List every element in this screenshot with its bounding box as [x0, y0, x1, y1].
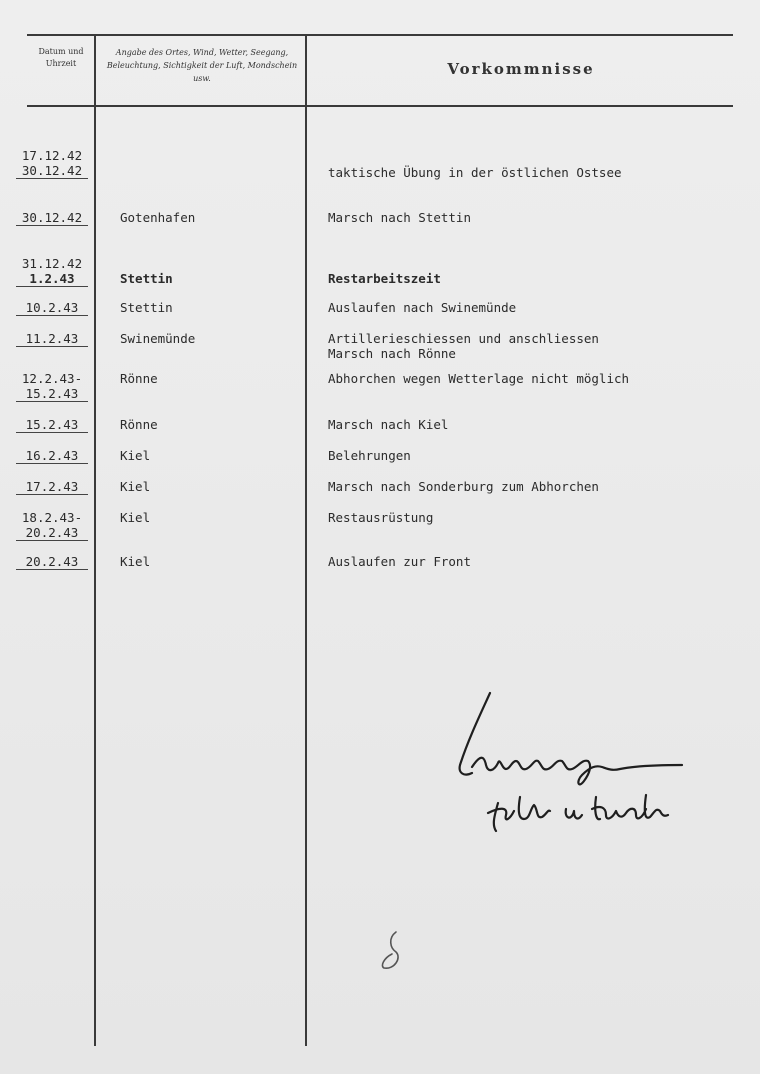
row-place: Rönne [120, 417, 158, 432]
row-place: Kiel [120, 448, 151, 463]
row-place: Kiel [120, 554, 151, 569]
row-event: Auslaufen zur Front [328, 554, 471, 569]
row-place: Kiel [120, 510, 151, 525]
pencil-mark [372, 928, 412, 976]
row-event: Restarbeitszeit [328, 271, 441, 286]
row-date: 17.2.43 [16, 479, 88, 495]
row-date: 16.2.43 [16, 448, 88, 464]
row-event: Restausrüstung [328, 510, 434, 525]
row-event: Belehrungen [328, 448, 411, 463]
row-date: 12.2.43- 15.2.43 [16, 371, 88, 402]
row-place: Gotenhafen [120, 210, 196, 225]
row-date: 11.2.43 [16, 331, 88, 347]
column-divider-1 [94, 34, 96, 1046]
row-place: Stettin [120, 300, 173, 315]
header-date-time: Datum und Uhrzeit [38, 47, 84, 68]
row-event: Artillerieschiessen und anschliessen Marsch nach Rönne [328, 331, 599, 361]
row-date: 20.2.43 [16, 554, 88, 570]
row-event: Auslaufen nach Swinemünde [328, 300, 517, 315]
row-date: 30.12.42 [16, 210, 88, 226]
header-location-weather: Angabe des Ortes, Wind, Wetter, Seegang, Beleuchtung, Sichtigkeit der Luft, Mondschein usw. [106, 48, 298, 83]
row-event: Abhorchen wegen Wetterlage nicht möglich [328, 371, 630, 386]
row-place: Rönne [120, 371, 158, 386]
row-date: 17.12.42 30.12.42 [16, 148, 88, 179]
handwritten-signature [450, 685, 700, 855]
row-place: Kiel [120, 479, 151, 494]
header-events: Vorkommnisse [447, 60, 595, 78]
top-border [27, 34, 733, 36]
row-event: taktische Übung in der östlichen Ostsee [328, 165, 622, 180]
row-place: Swinemünde [120, 331, 196, 346]
row-date: 31.12.42 1.2.43 [16, 256, 88, 287]
row-event: Marsch nach Stettin [328, 210, 471, 225]
row-date: 18.2.43- 20.2.43 [16, 510, 88, 541]
row-event: Marsch nach Kiel [328, 417, 449, 432]
column-divider-2 [305, 34, 307, 1046]
row-place: Stettin [120, 271, 173, 286]
header-bottom-border [27, 105, 733, 107]
row-event: Marsch nach Sonderburg zum Abhorchen [328, 479, 599, 494]
row-date: 15.2.43 [16, 417, 88, 433]
row-date: 10.2.43 [16, 300, 88, 316]
